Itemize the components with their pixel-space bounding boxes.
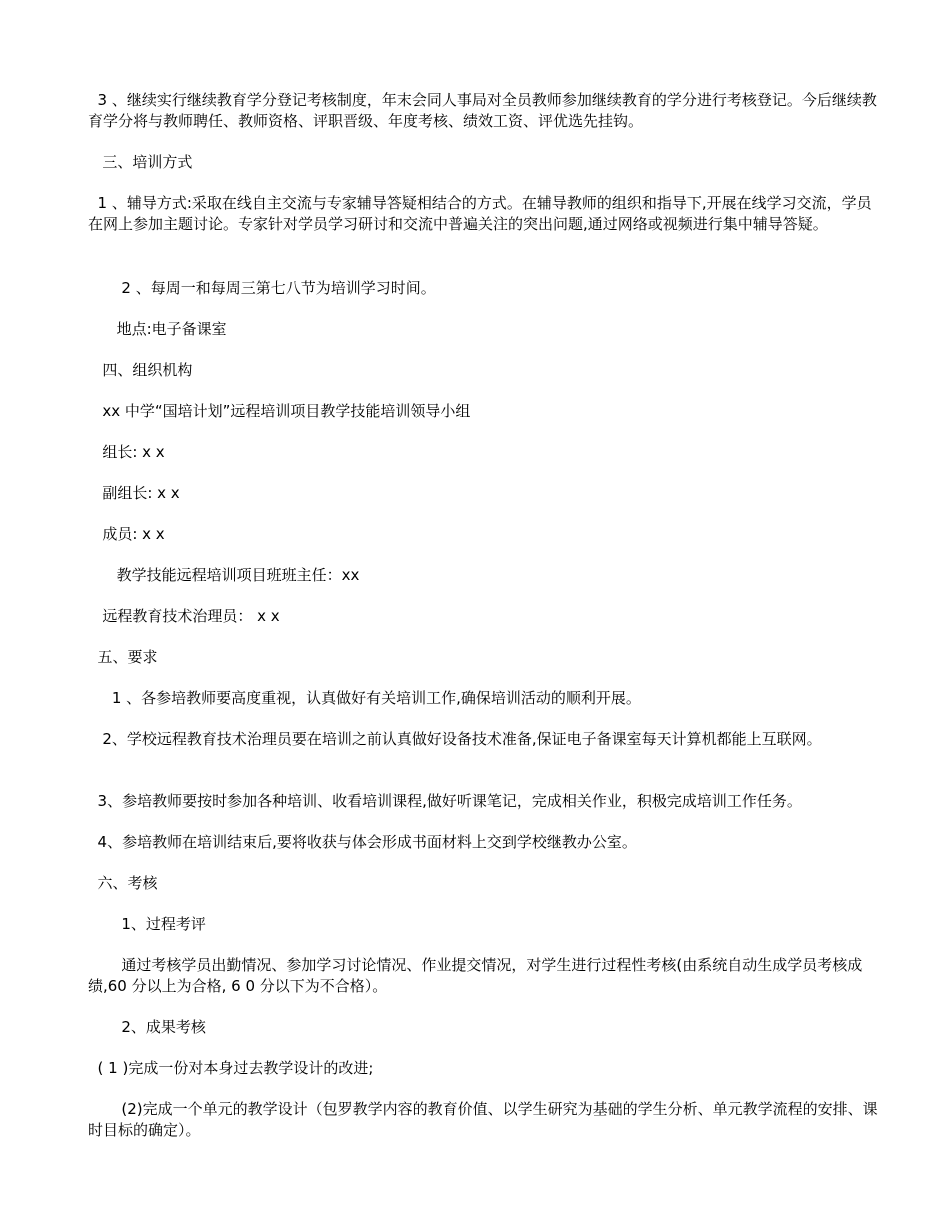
paragraph-members: 成员: x x bbox=[88, 525, 165, 543]
paragraph-deputy-leader: 副组长: x x bbox=[88, 484, 180, 502]
paragraph-tech-admin: 远程教育技术治理员： x x bbox=[88, 607, 280, 625]
paragraph-process-details: 通过考核学员出勤情况、参加学习讨论情况、作业提交情况，对学生进行过程性考核(由系统自动生成学员考核成绩,60 分以上为合格, 6 0 分以下为不合格）。 bbox=[88, 956, 863, 995]
paragraph-location: 地点:电子备课室 bbox=[88, 320, 227, 338]
heading-organization: 四、组织机构 bbox=[88, 361, 193, 379]
paragraph-class-teacher: 教学技能远程培训项目班班主任：xx bbox=[88, 566, 360, 584]
paragraph-leadership-group: xx 中学“国培计划”远程培训项目教学技能培训领导小组 bbox=[88, 402, 471, 420]
paragraph-outcome-item-1: ( 1 )完成一份对本身过去教学设计的改进; bbox=[88, 1059, 374, 1077]
paragraph-outcome-item-2: (2)完成一个单元的教学设计（包罗教学内容的教育价值、以学生研究为基础的学生分析、单元教学流程的安排、课时目标的确定）。 bbox=[88, 1100, 878, 1139]
heading-training-method: 三、培训方式 bbox=[88, 153, 193, 171]
paragraph-requirement-3: 3、参培教师要按时参加各种培训、收看培训课程,做好听课笔记，完成相关作业，积极完成培训工作任务。 bbox=[88, 792, 802, 810]
paragraph-requirement-4: 4、参培教师在培训结束后,要将收获与体会形成书面材料上交到学校继教办公室。 bbox=[88, 833, 637, 851]
paragraph-process-evaluation: 1、过程考评 bbox=[88, 915, 206, 933]
paragraph-tutoring-method: 1 、辅导方式:采取在线自主交流与专家辅导答疑相结合的方式。在辅导教师的组织和指导下,开展在线学习交流，学员在网上参加主题讨论。专家针对学员学习研讨和交流中普遍关注的突出问题,通过网络或视频进行集中辅导答疑。 bbox=[88, 194, 872, 233]
paragraph-group-leader: 组长: x x bbox=[88, 443, 165, 461]
paragraph-requirement-1: 1 、各参培教师要高度重视，认真做好有关培训工作,确保培训活动的顺利开展。 bbox=[88, 689, 641, 707]
heading-requirements: 五、要求 bbox=[88, 648, 158, 666]
paragraph-requirement-2: 2、学校远程教育技术治理员要在培训之前认真做好设备技术准备,保证电子备课室每天计算机都能上互联网。 bbox=[88, 730, 822, 748]
paragraph-study-time: 2 、每周一和每周三第七八节为培训学习时间。 bbox=[88, 279, 436, 297]
paragraph-outcome-assessment: 2、成果考核 bbox=[88, 1018, 206, 1036]
paragraph-credit-registration: 3 、继续实行继续教育学分登记考核制度，年末会同人事局对全员教师参加继续教育的学分进行考核登记。今后继续教育学分将与教师聘任、教师资格、评职晋级、年度考核、绩效工资、评优选先挂钩。 bbox=[88, 91, 877, 130]
heading-assessment: 六、考核 bbox=[88, 874, 158, 892]
